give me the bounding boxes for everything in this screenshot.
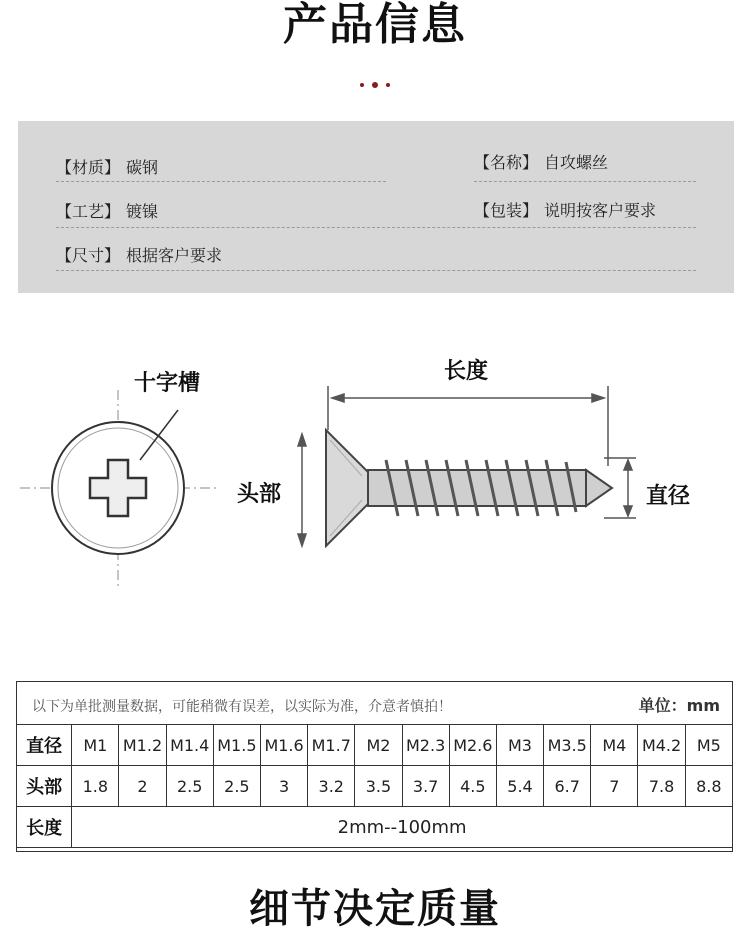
info-size-key: 【尺寸】 <box>56 246 121 265</box>
info-size-value: 根据客户要求 <box>126 246 223 265</box>
table-row-length <box>17 807 733 848</box>
info-process <box>56 199 158 222</box>
info-name-key: 【名称】 <box>474 153 539 172</box>
table-cell: M1.4 <box>166 725 213 766</box>
info-package-value: 说明按客户要求 <box>544 201 657 220</box>
screw-diagram <box>0 300 750 670</box>
table-cell: 1.8 <box>72 766 119 807</box>
row-header-length: 长度 <box>17 807 72 848</box>
table-cell: M2 <box>355 725 402 766</box>
info-material-value: 碳钢 <box>126 158 159 177</box>
table-cell: 3.5 <box>355 766 402 807</box>
table-cell: 3.7 <box>402 766 449 807</box>
screw-head-top-view <box>20 390 218 590</box>
info-package-key: 【包装】 <box>474 201 539 220</box>
next-section-title: 细节决定质量 <box>249 886 501 932</box>
decoration-dot <box>372 82 378 88</box>
table-cell: 6.7 <box>544 766 591 807</box>
spec-note: 以下为单批测量数据，可能稍微有误差，以实际为准，介意者慎拍！ <box>32 699 452 715</box>
table-cell: 3.2 <box>308 766 355 807</box>
table-cell: M4.2 <box>638 725 685 766</box>
head-dimension <box>298 434 306 546</box>
info-name <box>474 150 608 173</box>
table-cell: 5.4 <box>496 766 543 807</box>
length-range-cell: 2mm--100mm <box>72 807 733 848</box>
table-cell: M4 <box>591 725 638 766</box>
divider <box>474 181 696 182</box>
table-cell: M1.6 <box>260 725 307 766</box>
table-row-diameter <box>17 725 733 766</box>
page-title: 产品信息 <box>283 0 467 50</box>
table-cell: M2.3 <box>402 725 449 766</box>
table-cell: 2 <box>119 766 166 807</box>
product-info-panel <box>18 121 734 293</box>
table-cell: 8.8 <box>685 766 732 807</box>
table-cell: 4.5 <box>449 766 496 807</box>
spec-unit: 单位：mm <box>638 696 720 715</box>
slot-label: 十字槽 <box>134 371 201 396</box>
row-header-head: 头部 <box>17 766 72 807</box>
table-cell: M2.6 <box>449 725 496 766</box>
table-cell: 7 <box>591 766 638 807</box>
title-decoration-dots <box>0 74 750 93</box>
table-cell: 3 <box>260 766 307 807</box>
spec-table-box <box>16 681 733 852</box>
table-cell: M3.5 <box>544 725 591 766</box>
info-size <box>56 243 222 266</box>
table-cell: M3 <box>496 725 543 766</box>
info-name-value: 自攻螺丝 <box>544 153 609 172</box>
decoration-dot <box>386 83 390 87</box>
info-process-key: 【工艺】 <box>56 202 121 221</box>
table-cell: 2.5 <box>166 766 213 807</box>
info-material <box>56 155 158 178</box>
table-row-head <box>17 766 733 807</box>
spec-table <box>16 724 733 848</box>
table-cell: M5 <box>685 725 732 766</box>
info-process-value: 镀镍 <box>126 202 159 221</box>
decoration-dot <box>360 83 364 87</box>
table-cell: 2.5 <box>213 766 260 807</box>
info-material-key: 【材质】 <box>56 158 121 177</box>
divider <box>56 270 696 271</box>
info-package <box>474 198 656 221</box>
table-cell: M1.7 <box>308 725 355 766</box>
table-cell: M1.5 <box>213 725 260 766</box>
head-label: 头部 <box>237 482 282 507</box>
table-cell: 7.8 <box>638 766 685 807</box>
divider <box>56 227 696 228</box>
table-cell: M1.2 <box>119 725 166 766</box>
length-dimension <box>328 386 608 466</box>
screw-drawing <box>0 300 750 670</box>
screw-side-view <box>326 430 612 546</box>
divider <box>56 181 386 182</box>
row-header-diameter: 直径 <box>17 725 72 766</box>
table-cell: M1 <box>72 725 119 766</box>
diameter-label: 直径 <box>646 484 691 509</box>
length-label: 长度 <box>444 359 489 384</box>
